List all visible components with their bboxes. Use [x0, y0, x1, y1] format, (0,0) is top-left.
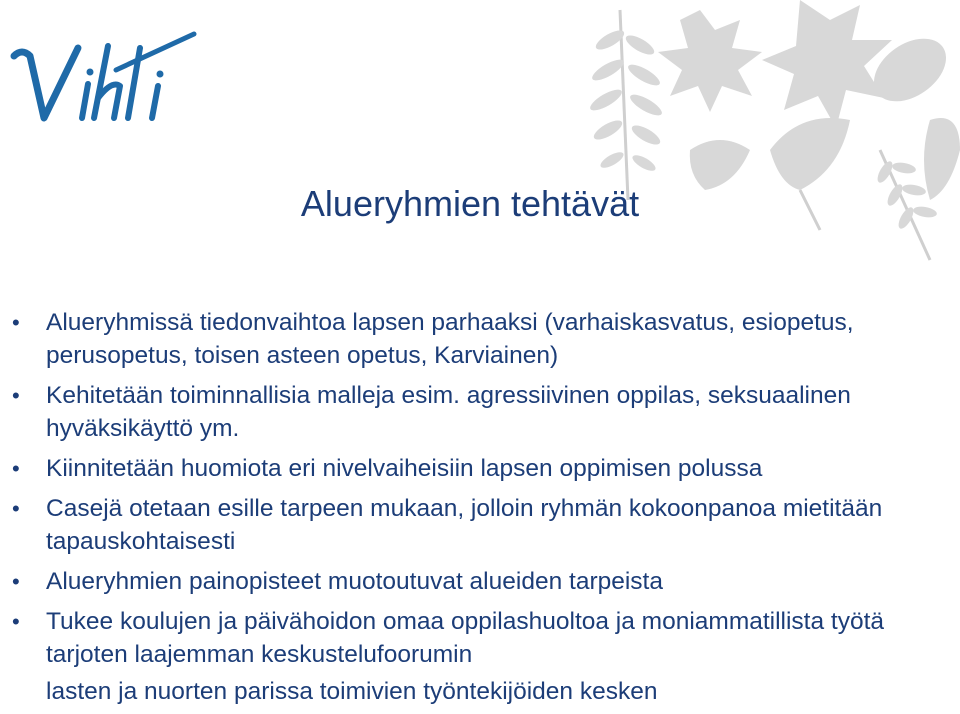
- bullet-icon: •: [12, 496, 20, 521]
- slide-title: Alueryhmien tehtävät: [300, 183, 640, 224]
- bullet-item: [12, 306, 932, 372]
- leaves-decoration: [500, 0, 960, 270]
- vihti-logo: [8, 26, 198, 136]
- large-leaf-icon: [762, 0, 892, 128]
- birch-leaf-icon: [770, 118, 850, 190]
- bullet-item: [12, 452, 932, 485]
- bullet-icon: •: [12, 310, 20, 335]
- bullet-item: [12, 492, 932, 558]
- bullet-text: Kiinnitetään huomiota eri nivelvaiheisiin lapsen oppimisen polussa: [46, 455, 763, 482]
- bullet-item: [12, 565, 932, 598]
- bullet-text: Casejä otetaan esille tarpeen mukaan, jolloin ryhmän kokoonpanoa mietitään tapauskohtaisesti: [46, 495, 883, 555]
- bullet-item: [12, 605, 932, 671]
- bullet-icon: •: [12, 569, 20, 594]
- maple-leaf-icon: [658, 10, 762, 112]
- bullet-text: Kehitetään toiminnallisia malleja esim. agressiivinen oppilas, seksuaalinen hyväksikäyttö ym.: [46, 382, 851, 442]
- bullet-icon: •: [12, 456, 20, 481]
- bullet-icon: •: [12, 383, 20, 408]
- fern-leaf-icon: [587, 10, 664, 200]
- oval-leaf-icon: [862, 26, 957, 114]
- bullet-text: Tukee koulujen ja päivähoidon omaa oppilashuoltoa ja moniammatillista työtä tarjoten laajemman keskustelufoorumin: [46, 608, 885, 668]
- bullet-list: [12, 306, 932, 708]
- bullet-icon: •: [12, 609, 20, 634]
- bullet-text: Alueryhmien painopisteet muotoutuvat alueiden tarpeista: [46, 568, 663, 595]
- continuation-line: lasten ja nuorten parissa toimivien työntekijöiden kesken: [46, 678, 658, 705]
- bullet-text: Alueryhmissä tiedonvaihtoa lapsen parhaaksi (varhaiskasvatus, esiopetus, perusopetus, toisen asteen opetus, Karviainen): [46, 309, 854, 369]
- bullet-item: [12, 379, 932, 445]
